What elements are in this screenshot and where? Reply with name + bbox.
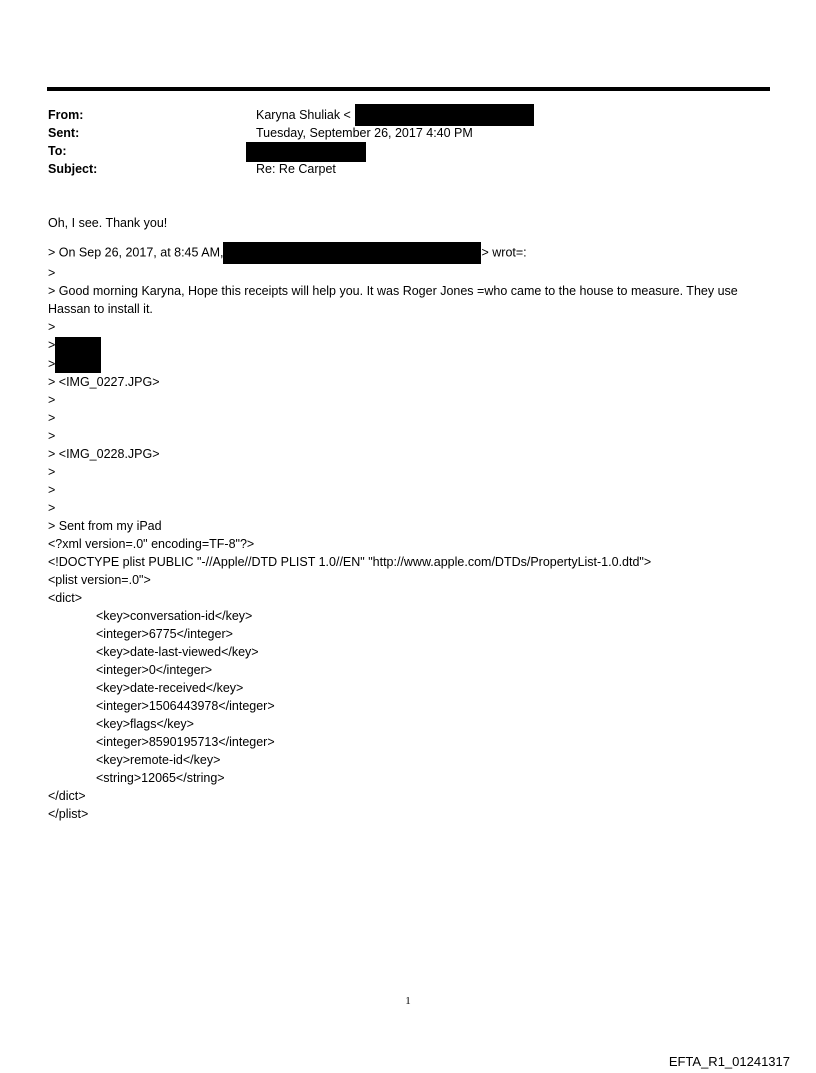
xml-line: <integer>0</integer>	[96, 663, 213, 678]
xml-line: <integer>8590195713</integer>	[96, 735, 275, 750]
quote-line: >	[48, 336, 770, 355]
xml-line: <key>date-last-viewed</key>	[96, 645, 259, 660]
xml-line: <key>remote-id</key>	[96, 753, 221, 768]
quote-line: >	[48, 320, 56, 334]
xml-line: <integer>1506443978</integer>	[96, 699, 275, 714]
quote-line: > <IMG_0228.JPG>	[48, 447, 160, 462]
subject-value: Re: Re Carpet	[256, 162, 336, 176]
redaction-sender	[223, 242, 481, 264]
sent-label: Sent:	[48, 126, 80, 140]
quote-line: >	[48, 501, 56, 516]
redaction-to	[246, 142, 366, 162]
quote-line: > Good morning Karyna, Hope this receipts will help you. It was Roger Jones =who came to the house to measure. They use Hassan to install it.	[48, 284, 738, 316]
from-value: Karyna Shuliak <	[256, 108, 351, 122]
xml-line: <integer>6775</integer>	[96, 627, 233, 642]
redaction-block	[55, 337, 101, 355]
from-label: From:	[48, 108, 84, 122]
to-label: To:	[48, 144, 67, 158]
quote-line: >	[48, 355, 770, 374]
redaction-block	[55, 355, 101, 373]
xml-line: <plist version=.0">	[48, 573, 151, 588]
xml-line: <?xml version=.0" encoding=TF-8"?>	[48, 537, 255, 552]
subject-label: Subject:	[48, 162, 98, 176]
quote-line: >	[48, 483, 56, 498]
redaction-from-email	[355, 104, 534, 126]
bates-number: EFTA_R1_01241317	[668, 1054, 790, 1069]
quote-line: > <IMG_0227.JPG>	[48, 375, 160, 390]
xml-line: <key>flags</key>	[96, 717, 194, 732]
xml-line: <key>conversation-id</key>	[96, 609, 253, 624]
xml-line: <!DOCTYPE plist PUBLIC "-//Apple//DTD PLIST 1.0//EN" "http://www.apple.com/DTDs/PropertyList-1.0.dtd">	[48, 555, 652, 570]
page-number: 1	[405, 995, 411, 1007]
greeting-line: Oh, I see. Thank you!	[48, 216, 168, 230]
quote-line: >	[48, 411, 56, 426]
quote-suffix: > wrot=:	[481, 245, 527, 260]
email-body	[48, 214, 770, 823]
quote-line: > Sent from my iPad	[48, 519, 162, 534]
quote-line: >	[48, 429, 56, 444]
xml-line: <dict>	[48, 591, 83, 606]
quote-prefix: > On Sep 26, 2017, at 8:45 AM,	[48, 245, 224, 260]
xml-line: </dict>	[48, 789, 86, 804]
xml-line: </plist>	[48, 807, 89, 822]
xml-line: <key>date-received</key>	[96, 681, 244, 696]
quote-line: >	[48, 465, 56, 480]
sent-value: Tuesday, September 26, 2017 4:40 PM	[256, 126, 473, 140]
xml-line: <string>12065</string>	[96, 771, 225, 786]
quote-header-line	[48, 242, 770, 264]
quote-line: >	[48, 393, 56, 408]
header-rule	[47, 87, 770, 91]
quote-line: >	[48, 266, 56, 280]
